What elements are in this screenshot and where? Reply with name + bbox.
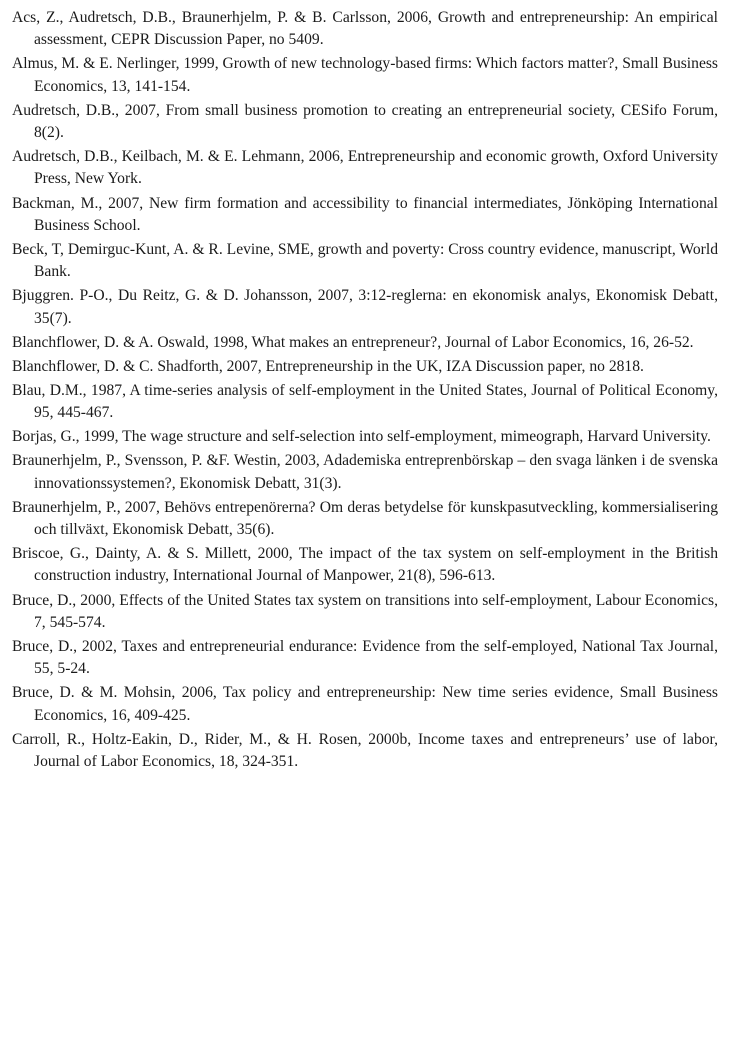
reference-entry: Braunerhjelm, P., Svensson, P. &F. Westin, 2003, Adademiska entreprenbörskap – den svaga länken i de svenska innovationssystemen?, Ekonomisk Debatt, 31(3). — [12, 452, 718, 492]
reference-entry: Bruce, D., 2000, Effects of the United States tax system on transitions into self-employment, Labour Economics, 7, 545-574. — [12, 591, 718, 631]
reference-entry: Almus, M. & E. Nerlinger, 1999, Growth of new technology-based firms: Which factors matter?, Small Business Economics, 13, 141-154. — [12, 55, 718, 95]
reference-entry: Blanchflower, D. & A. Oswald, 1998, What makes an entrepreneur?, Journal of Labor Economics, 16, 26-52. — [12, 333, 694, 351]
reference-entry: Bruce, D., 2002, Taxes and entrepreneurial endurance: Evidence from the self-employed, National Tax Journal, 55, 5-24. — [12, 637, 718, 678]
reference-entry: Audretsch, D.B., Keilbach, M. & E. Lehmann, 2006, Entrepreneurship and economic growth, Oxford University Press, New York. — [12, 148, 718, 188]
reference-entry: Briscoe, G., Dainty, A. & S. Millett, 2000, The impact of the tax system on self-employment in the British construction industry, International Journal of Manpower, 21(8), 596-613. — [12, 545, 718, 585]
reference-entry: Bjuggren. P-O., Du Reitz, G. & D. Johansson, 2007, 3:12-reglerna: en ekonomisk analys, Ekonomisk Debatt, 35(7). — [12, 287, 718, 327]
reference-entry: Braunerhjelm, P., 2007, Behövs entrepenörerna? Om deras betydelse för kunskpasutveckling, kommersialisering och tillväxt, Ekonomisk Debatt, 35(6). — [12, 498, 718, 539]
reference-entry: Carroll, R., Holtz-Eakin, D., Rider, M., & H. Rosen, 2000b, Income taxes and entrepreneurs’ use of labor, Journal of Labor Economics, 18, 324-351. — [12, 730, 718, 771]
reference-list — [12, 7, 718, 773]
reference-entry: Blanchflower, D. & C. Shadforth, 2007, Entrepreneurship in the UK, IZA Discussion paper, no 2818. — [12, 357, 644, 375]
reference-entry: Borjas, G., 1999, The wage structure and self-selection into self-employment, mimeograph, Harvard University. — [12, 428, 711, 446]
reference-entry: Acs, Z., Audretsch, D.B., Braunerhjelm, P. & B. Carlsson, 2006, Growth and entrepreneurship: An empirical assessment, CEPR Discussion Paper, no 5409. — [12, 9, 718, 49]
reference-entry: Bruce, D. & M. Mohsin, 2006, Tax policy and entrepreneurship: New time series evidence, Small Business Economics, 16, 409-425. — [12, 684, 718, 724]
reference-entry: Audretsch, D.B., 2007, From small business promotion to creating an entrepreneurial society, CESifo Forum, 8(2). — [12, 101, 718, 142]
reference-entry: Beck, T, Demirguc-Kunt, A. & R. Levine, SME, growth and poverty: Cross country evidence, manuscript, World Bank. — [12, 240, 718, 281]
reference-entry: Blau, D.M., 1987, A time-series analysis of self-employment in the United States, Journal of Political Economy, 95, 445-467. — [12, 381, 718, 422]
reference-entry: Backman, M., 2007, New firm formation and accessibility to financial intermediates, Jönköping International Business School. — [12, 194, 718, 234]
